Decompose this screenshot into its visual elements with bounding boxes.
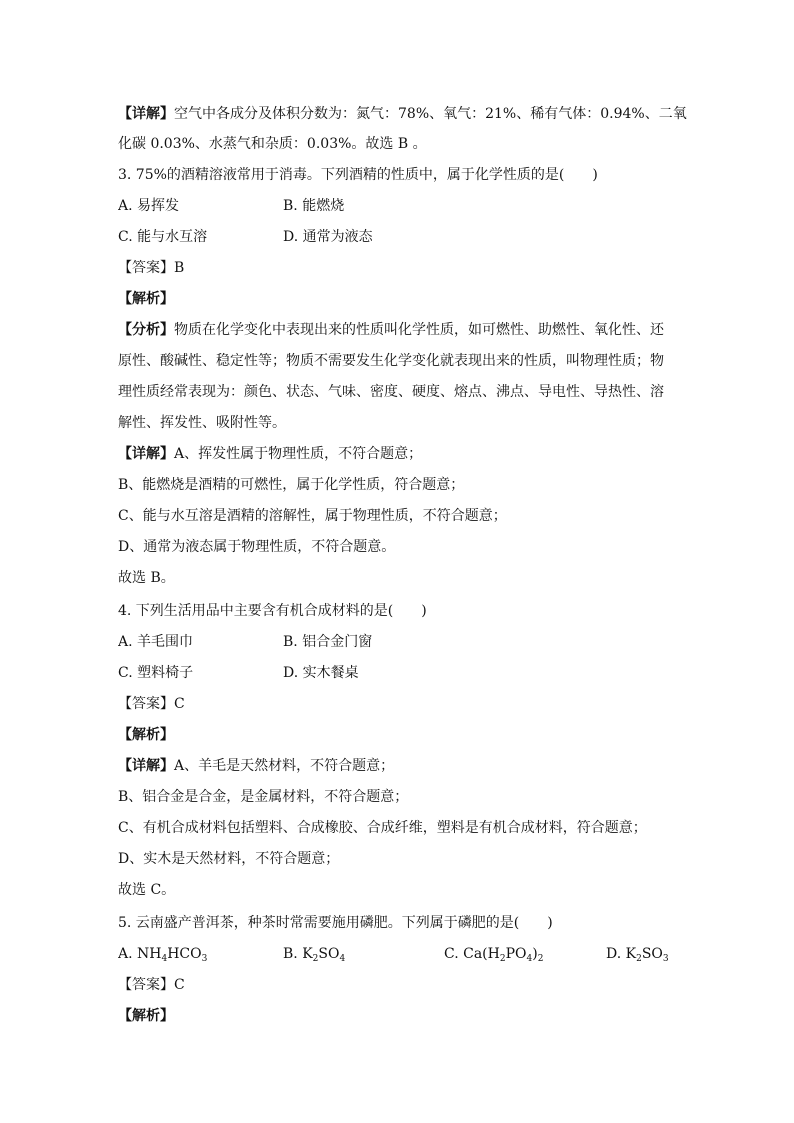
- q4-option-a: A. 羊毛围巾: [118, 634, 194, 650]
- detail-text: A、羊毛是天然材料，不符合题意；: [174, 758, 395, 774]
- q3-option-b: B. 能燃烧: [283, 198, 345, 214]
- q4-detail-line-d: D、实木是天然材料，不符合题意；: [118, 851, 340, 867]
- option-label: A.: [118, 946, 138, 962]
- q5-option-a: A. $NH_4HCO_3$: [118, 946, 208, 964]
- fenxi-tag: 【分析】: [118, 322, 174, 338]
- q3-option-a: A. 易挥发: [118, 198, 180, 214]
- answer-text: 【答案】C: [118, 696, 185, 712]
- q4-detail-line-b: B、铝合金是合金，是金属材料，不符合题意；: [118, 789, 409, 805]
- q3-detail-line-c: C、能与水互溶是酒精的溶解性，属于物理性质，不符合题意；: [118, 508, 507, 524]
- q3-fenxi-line-4: 解性、挥发性、吸附性等。: [118, 415, 286, 431]
- q3-detail-line-b: B、能燃烧是酒精的可燃性，属于化学性质，符合题意；: [118, 477, 465, 493]
- q3-detail-line-d: D、通常为液态属于物理性质，不符合题意。: [118, 539, 396, 555]
- q2-detail-line-2: 化碳 0.03%、水蒸气和杂质：0.03%。故选 B 。: [118, 136, 427, 152]
- q3-answer: [118, 258, 688, 278]
- fenxi-text: 物质在化学变化中表现出来的性质叫化学性质，如可燃性、助燃性、氧化性、还: [174, 322, 664, 338]
- q4-options-row-2: [118, 663, 688, 683]
- q4-answer: [118, 694, 688, 714]
- answer-text: 【答案】B: [118, 260, 185, 276]
- q5-option-b: B. $K_2SO_4$: [283, 946, 346, 964]
- q3-fenxi-line-3: 理性质经常表现为：颜色、状态、气味、密度、硬度、熔点、沸点、导电性、导热性、溶: [118, 384, 664, 400]
- q4-options-row-1: [118, 632, 688, 652]
- q3-analysis-tag: 【解析】: [118, 291, 174, 307]
- option-label: B.: [283, 946, 303, 962]
- q3-detail-line-a: [118, 444, 688, 464]
- q3-fenxi-line-2: 原性、酸碱性、稳定性等；物质不需要发生化学变化就表现出来的性质，叫物理性质；物: [118, 353, 664, 369]
- q2-detail-line-1: [118, 104, 688, 124]
- option-label: D.: [606, 946, 626, 962]
- q3-option-d: D. 通常为液态: [283, 229, 373, 245]
- detail-text: A、挥发性属于物理性质，不符合题意；: [174, 446, 423, 462]
- option-label: C.: [444, 946, 464, 962]
- q4-option-b: B. 铝合金门窗: [283, 634, 373, 650]
- q5-option-c: C. $Ca(H_2PO_4)_2$: [444, 946, 544, 964]
- detail-text: 空气中各成分及体积分数为：氮气：78%、氧气：21%、稀有气体：0.94%、二氧: [174, 106, 687, 122]
- q4-stem: 4. 下列生活用品中主要含有机合成材料的是( ): [118, 603, 427, 619]
- q3-options-row-2: [118, 227, 688, 247]
- q3-options-row-1: [118, 196, 688, 216]
- q3-fenxi-line-1: [118, 320, 688, 340]
- q5-answer: [118, 975, 688, 995]
- answer-text: 【答案】C: [118, 977, 185, 993]
- q5-stem: 5. 云南盛产普洱茶，种茶时常需要施用磷肥。下列属于磷肥的是( ): [118, 915, 553, 931]
- q4-detail-line-a: [118, 756, 688, 776]
- q4-conclusion: 故选 C。: [118, 882, 176, 898]
- q4-analysis-tag: 【解析】: [118, 727, 174, 743]
- q4-detail-line-c: C、有机合成材料包括塑料、合成橡胶、合成纤维，塑料是有机合成材料，符合题意；: [118, 820, 647, 836]
- q3-stem: 3. 75%的酒精溶液常用于消毒。下列酒精的性质中，属于化学性质的是( ): [118, 167, 598, 183]
- q5-options-row: [118, 944, 688, 964]
- q5-option-d: D. $K_2SO_3$: [606, 946, 669, 964]
- q3-conclusion: 故选 B。: [118, 570, 175, 586]
- detail-tag: 【详解】: [118, 446, 174, 462]
- detail-tag: 【详解】: [118, 106, 174, 122]
- q5-analysis-tag: 【解析】: [118, 1008, 174, 1024]
- q4-option-c: C. 塑料椅子: [118, 665, 194, 681]
- q4-option-d: D. 实木餐桌: [283, 665, 359, 681]
- q3-option-c: C. 能与水互溶: [118, 229, 208, 245]
- detail-tag: 【详解】: [118, 758, 174, 774]
